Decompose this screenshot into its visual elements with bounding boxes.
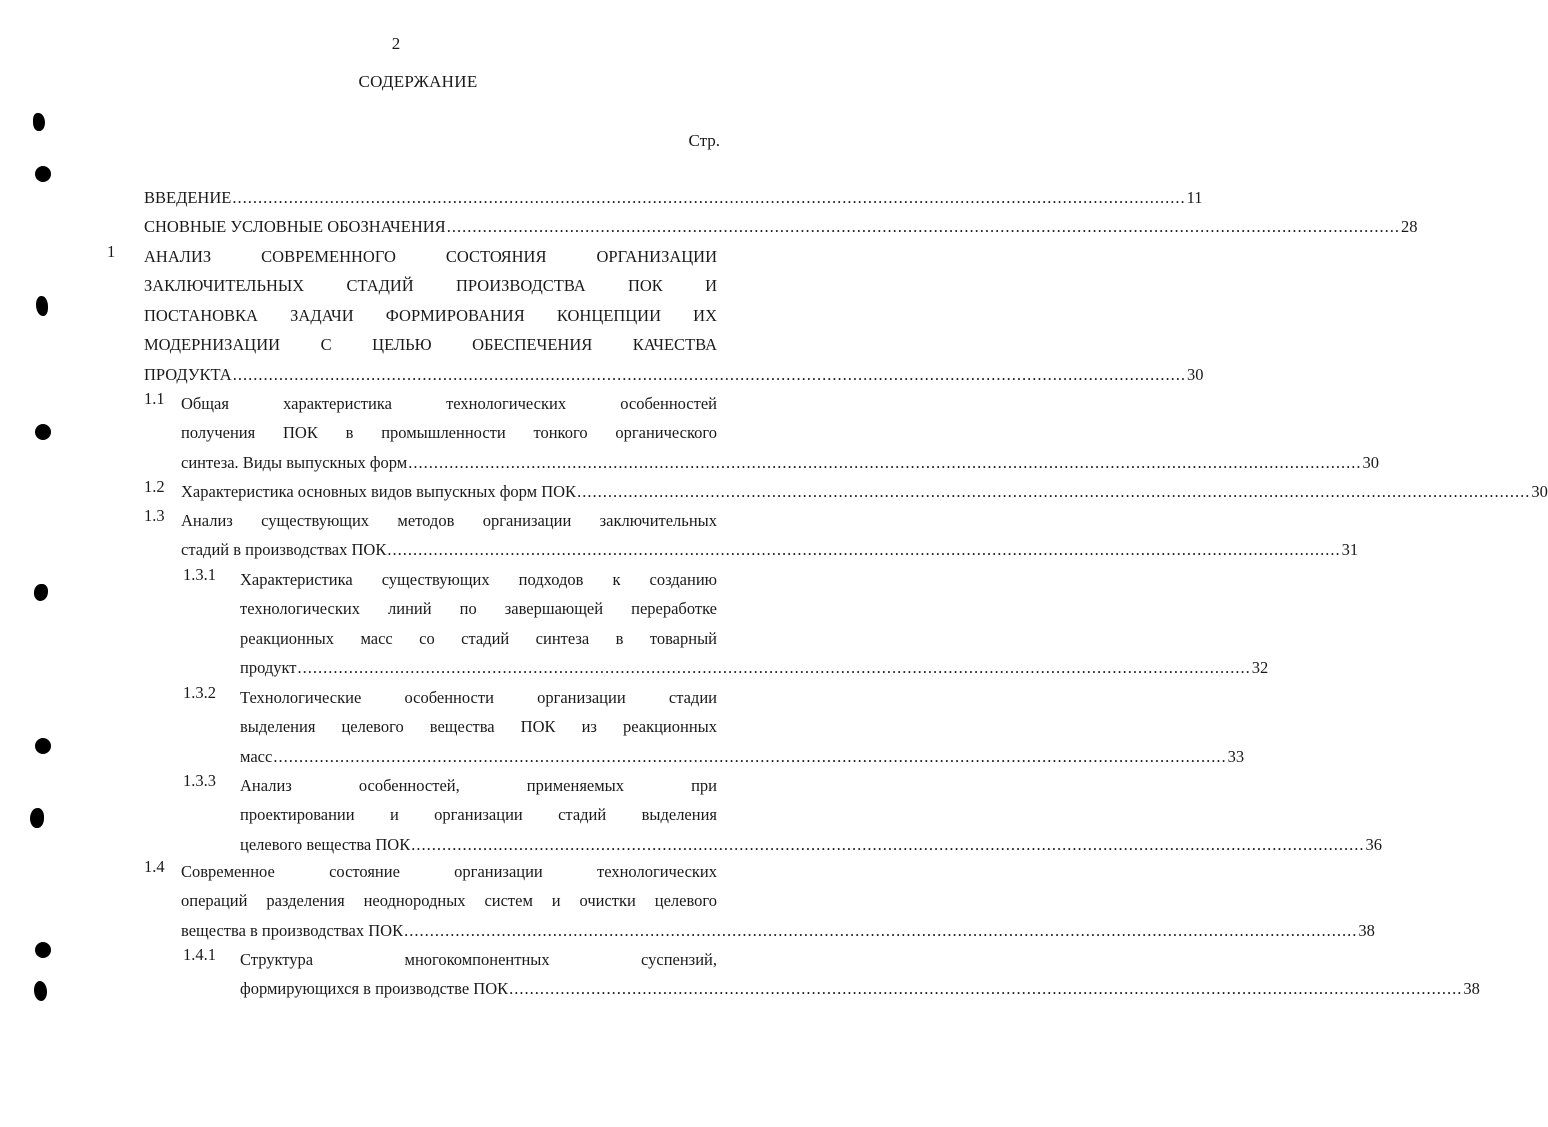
toc-page-number: 31 <box>1341 540 1359 560</box>
toc-entry-text: получения ПОК в промышленности тонкого органического <box>181 423 717 443</box>
dot-leader: .......................................................................................................................................................................................... <box>387 540 1341 560</box>
dot-leader: .......................................................................................................................................................................................... <box>404 920 1358 940</box>
toc-entry-text: Характеристика основных видов выпускных форм ПОК <box>181 482 577 501</box>
dot-leader: .......................................................................................................................................................................................... <box>273 746 1227 766</box>
toc-entry-text: операций разделения неоднородных систем и очистки целевого <box>181 891 717 911</box>
toc-section-number: 1.3.1 <box>183 565 216 584</box>
punch-mark <box>35 738 51 754</box>
punch-mark <box>34 584 48 601</box>
toc-entry-text: ПОСТАНОВКА ЗАДАЧИ ФОРМИРОВАНИЯ КОНЦЕПЦИИ ИХ <box>144 305 717 325</box>
punch-mark <box>35 166 51 182</box>
toc-section-number: 1 <box>107 242 116 261</box>
toc-entry-text: Анализ особенностей, применяемых при <box>240 776 717 795</box>
toc-page-number: 30 <box>1531 482 1548 501</box>
punch-mark <box>34 981 47 1001</box>
toc-section-number: 1.4 <box>144 857 165 876</box>
toc-page-number: 28 <box>1400 217 1418 236</box>
dot-leader: .......................................................................................................................................................................................... <box>297 658 1251 678</box>
toc-page-number: 33 <box>1227 746 1245 766</box>
toc-entry-text: Современное состояние организации технологических <box>181 862 717 881</box>
dot-leader: .......................................................................................................................................................................................... <box>408 452 1362 472</box>
page-number: 2 <box>391 34 401 53</box>
toc-entry-text: Анализ существующих методов организации заключительных <box>181 511 717 530</box>
toc-entry-text: Структура многокомпонентных суспензий, <box>240 950 717 969</box>
toc-page-number: 30 <box>1186 364 1204 384</box>
toc-entry-text: Общая характеристика технологических особенностей <box>181 394 717 413</box>
toc-entry-text: СНОВНЫЕ УСЛОВНЫЕ ОБОЗНАЧЕНИЯ <box>144 217 446 236</box>
toc-page-number: 11 <box>1186 188 1203 207</box>
toc-entry-text: АНАЛИЗ СОВРЕМЕННОГО СОСТОЯНИЯ ОРГАНИЗАЦИИ <box>144 247 717 266</box>
toc-section-number: 1.4.1 <box>183 945 216 964</box>
toc-entry-text: технологических линий по завершающей переработке <box>240 599 717 619</box>
toc-section-number: 1.3 <box>144 506 165 525</box>
toc-page-number: 30 <box>1362 452 1379 472</box>
toc-entry-text: ВВЕДЕНИЕ <box>144 188 232 207</box>
punch-mark <box>33 113 45 131</box>
toc-entry-text: Характеристика существующих подходов к созданию <box>240 570 717 589</box>
toc-entry-text: Технологические особенности организации стадии <box>240 688 717 707</box>
dot-leader: .......................................................................................................................................................................................... <box>232 188 1186 207</box>
toc-entry-text: ПРОДУКТА <box>144 364 232 384</box>
punch-mark <box>30 808 44 828</box>
dot-leader: .......................................................................................................................................................................................... <box>232 364 1186 384</box>
toc-section-number: 1.1 <box>144 389 165 408</box>
toc-page-number: 38 <box>1463 979 1480 999</box>
toc-entry-text: масс <box>240 746 273 766</box>
toc-section-number: 1.2 <box>144 477 165 496</box>
toc-entry-text: МОДЕРНИЗАЦИИ С ЦЕЛЬЮ ОБЕСПЕЧЕНИЯ КАЧЕСТВА <box>144 335 717 355</box>
toc-entry-text: стадий в производствах ПОК <box>181 540 387 560</box>
toc-entry-text: выделения целевого вещества ПОК из реакционных <box>240 717 717 737</box>
toc-section-number: 1.3.2 <box>183 683 216 702</box>
dot-leader: .......................................................................................................................................................................................... <box>446 217 1400 236</box>
dot-leader: .......................................................................................................................................................................................... <box>509 979 1463 999</box>
toc-entry-text: целевого вещества ПОК <box>240 834 411 854</box>
toc-entry-text: формирующихся в производстве ПОК <box>240 979 509 999</box>
punch-mark <box>35 942 51 958</box>
punch-mark <box>36 296 48 316</box>
toc-page-number: 32 <box>1251 658 1269 678</box>
toc-page-number: 38 <box>1358 920 1375 940</box>
toc-section-number: 1.3.3 <box>183 771 216 790</box>
toc-entry-text: ЗАКЛЮЧИТЕЛЬНЫХ СТАДИЙ ПРОИЗВОДСТВА ПОК И <box>144 276 717 296</box>
document-title: СОДЕРЖАНИЕ <box>358 72 478 91</box>
toc-page-number: 36 <box>1365 834 1382 854</box>
punch-mark <box>35 424 51 440</box>
toc-entry-text: реакционных масс со стадий синтеза в товарный <box>240 628 717 648</box>
toc-entry-text: проектировании и организации стадий выделения <box>240 805 717 825</box>
page-column-label: Стр. <box>688 131 720 150</box>
dot-leader: .......................................................................................................................................................................................... <box>411 834 1365 854</box>
toc-entry-text: вещества в производствах ПОК <box>181 920 404 940</box>
dot-leader: .......................................................................................................................................................................................... <box>577 482 1531 501</box>
toc-entry-text: продукт <box>240 658 297 678</box>
toc-entry-text: синтеза. Виды выпускных форм <box>181 452 408 472</box>
